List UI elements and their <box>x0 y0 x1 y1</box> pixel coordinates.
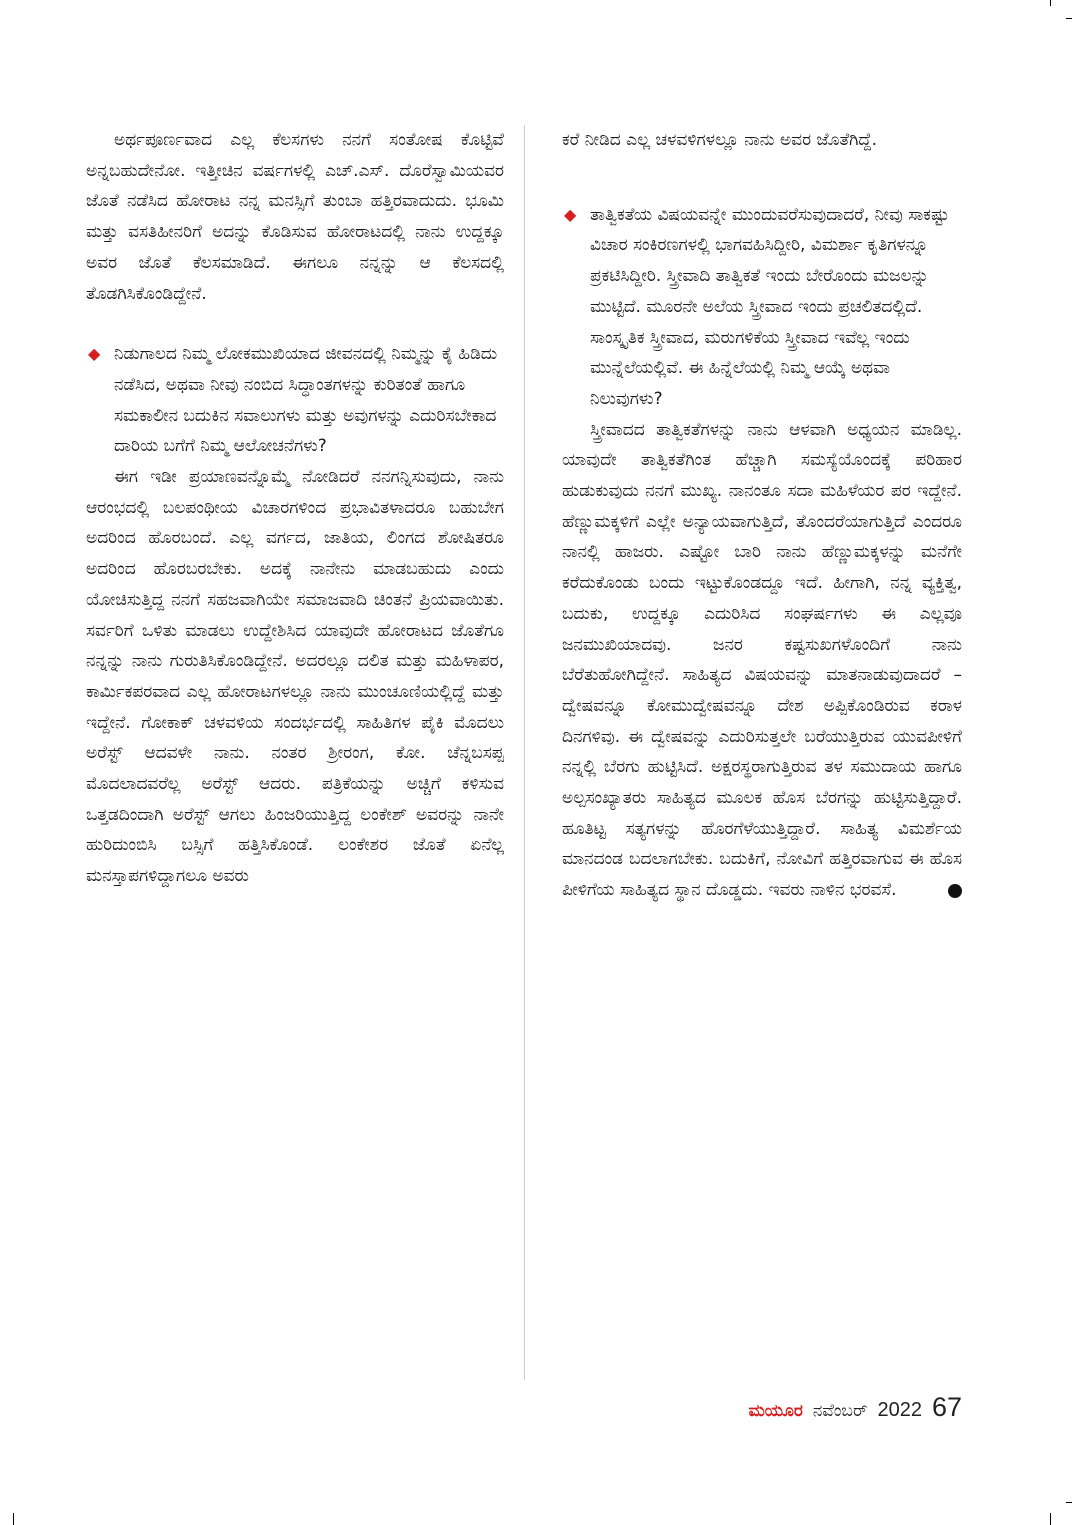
red-diamond-bullet-icon: ◆ <box>88 344 101 364</box>
paragraph <box>562 415 962 906</box>
crop-mark-right-lower <box>1066 1502 1072 1503</box>
left-column <box>86 125 504 892</box>
question <box>562 200 962 415</box>
paragraph-text: ಸ್ತ್ರೀವಾದದ ತಾತ್ವಿಕತೆಗಳನ್ನು ನಾನು ಆಳವಾಗಿ ಅಧ್ಯಯನ ಮಾಡಿಲ್ಲ. ಯಾವುದೇ ತಾತ್ವಿಕತೆಗಿಂತ ಹೆಚ್ಚಾಗಿ ಸಮಸ್ಯೆಯೊಂದಕ್ಕೆ ಪರಿಹಾರ ಹುಡುಕುವುದು ನನಗೆ ಮುಖ್ಯ. ನಾನಂತೂ ಸದಾ ಮಹಿಳೆಯರ ಪರ ಇದ್ದೇನೆ. ಹೆಣ್ಣುಮಕ್ಕಳಿಗೆ ಎಲ್ಲೇ ಅನ್ಯಾಯವಾಗುತ್ತಿದೆ, ತೊಂದರೆಯಾಗುತ್ತಿದೆ ಎಂದರೂ ನಾನಲ್ಲಿ ಹಾಜರು. ಎಷ್ಟೋ ಬಾರಿ ನಾನು ಹೆಣ್ಣುಮಕ್ಕಳನ್ನು ಮನೆಗೇ ಕರೆದುಕೊಂಡು ಬಂದು ಇಟ್ಟುಕೊಂಡದ್ದೂ ಇದೆ. ಹೀಗಾಗಿ, ನನ್ನ ವ್ಯಕ್ತಿತ್ವ, ಬದುಕು, ಉದ್ದಕ್ಕೂ ಎದುರಿಸಿದ ಸಂಘರ್ಷಗಳು ಈ ಎಲ್ಲವೂ ಜನಮುಖಿಯಾದವು. ಜನರ ಕಷ್ಟಸುಖಗಳೊಂದಿಗೆ ನಾನು ಬೆರೆತುಹೋಗಿದ್ದೇನೆ. ಸಾಹಿತ್ಯದ ವಿಷಯವನ್ನು ಮಾತನಾಡುವುದಾದರೆ – ದ್ವೇಷವನ್ನೂ ಕೋಮುದ್ವೇಷವನ್ನೂ ದೇಶ ಅಪ್ಪಿಕೊಂಡಿರುವ ಕರಾಳ ದಿನಗಳಿವು. ಈ ದ್ವೇಷವನ್ನು ಎದುರಿಸುತ್ತಲೇ ಬರೆಯುತ್ತಿರುವ ಯುವಪೀಳಿಗೆ ನನ್ನಲ್ಲಿ ಬೆರಗು ಹುಟ್ಟಿಸಿದೆ. ಅಕ್ಷರಸ್ಥರಾಗುತ್ತಿರುವ ತಳ ಸಮುದಾಯ ಹಾಗೂ ಅಲ್ಪಸಂಖ್ಯಾತರು ಸಾಹಿತ್ಯದ ಮೂಲಕ ಹೊಸ ಬೆರಗನ್ನು ಹುಟ್ಟಿಸುತ್ತಿದ್ದಾರೆ. ಹೂತಿಟ್ಟ ಸತ್ಯಗಳನ್ನು ಹೊರಗೆಳೆಯುತ್ತಿದ್ದಾರೆ. ಸಾಹಿತ್ಯ ವಿಮರ್ಶೆಯ ಮಾನದಂಡ ಬದಲಾಗಬೇಕು. ಬದುಕಿಗೆ, ನೋವಿಗೆ ಹತ್ತಿರವಾಗುವ ಈ ಹೊಸ ಪೀಳಿಗೆಯ ಸಾಹಿತ್ಯದ ಸ್ಥಾನ ದೊಡ್ಡದು. ಇವರು ನಾಳಿನ ಭರವಸೆ. <box>562 419 962 901</box>
crop-mark-right-upper <box>1066 18 1072 19</box>
issue-month: ನವೆಂಬರ್ <box>812 1401 868 1420</box>
crop-mark-bottom-right <box>1050 1513 1051 1525</box>
end-dot-icon <box>948 884 962 898</box>
column-divider <box>524 125 525 1380</box>
paragraph: ಈಗ ಇಡೀ ಪ್ರಯಾಣವನ್ನೊಮ್ಮೆ ನೋಡಿದರೆ ನನಗನ್ನಿಸುವುದು, ನಾನು ಆರಂಭದಲ್ಲಿ ಬಲಪಂಥೀಯ ವಿಚಾರಗಳಿಂದ ಪ್ರಭಾವಿತಳಾದರೂ ಬಹುಬೇಗ ಅದರಿಂದ ಹೊರಬಂದೆ. ಎಲ್ಲ ವರ್ಗದ, ಜಾತಿಯ, ಲಿಂಗದ ಶೋಷಿತರೂ ಅದರಿಂದ ಹೊರಬರಬೇಕು. ಅದಕ್ಕೆ ನಾನೇನು ಮಾಡಬಹುದು ಎಂದು ಯೋಚಿಸುತ್ತಿದ್ದ ನನಗೆ ಸಹಜವಾಗಿಯೇ ಸಮಾಜವಾದಿ ಚಿಂತನೆ ಪ್ರಿಯವಾಯಿತು. ಸರ್ವರಿಗೆ ಒಳಿತು ಮಾಡಲು ಉದ್ದೇಶಿಸಿದ ಯಾವುದೇ ಹೋರಾಟದ ಜೊತೆಗೂ ನನ್ನನ್ನು ನಾನು ಗುರುತಿಸಿಕೊಂಡಿದ್ದೇನೆ. ಅದರಲ್ಲೂ ದಲಿತ ಮತ್ತು ಮಹಿಳಾಪರ, ಕಾರ್ಮಿಕಪರವಾದ ಎಲ್ಲ ಹೋರಾಟಗಳಲ್ಲೂ ನಾನು ಮುಂಚೂಣಿಯಲ್ಲಿದ್ದೆ ಮತ್ತು ಇದ್ದೇನೆ. ಗೋಕಾಕ್ ಚಳವಳಿಯ ಸಂದರ್ಭದಲ್ಲಿ ಸಾಹಿತಿಗಳ ಪೈಕಿ ಮೊದಲು ಅರೆಸ್ಟ್ ಆದವಳೇ ನಾನು. ನಂತರ ಶ್ರೀರಂಗ, ಕೋ. ಚೆನ್ನಬಸಪ್ಪ ಮೊದಲಾದವರೆಲ್ಲ ಅರೆಸ್ಟ್ ಆದರು. ಪತ್ರಿಕೆಯನ್ನು ಅಚ್ಚಿಗೆ ಕಳಿಸುವ ಒತ್ತಡದಿಂದಾಗಿ ಅರೆಸ್ಟ್ ಆಗಲು ಹಿಂಜರಿಯುತ್ತಿದ್ದ ಲಂಕೇಶ್ ಅವರನ್ನು ನಾನೇ ಹುರಿದುಂಬಿಸಿ ಬಸ್ಸಿಗೆ ಹತ್ತಿಸಿಕೊಂಡೆ. ಲಂಕೇಶರ ಜೊತೆ ಏನೆಲ್ಲ ಮನಸ್ತಾಪಗಳಿದ್ದಾಗಲೂ ಅವರು <box>86 467 504 887</box>
magazine-name: ಮಯೂರ <box>748 1401 803 1420</box>
question-text: ನಿಡುಗಾಲದ ನಿಮ್ಮ ಲೋಕಮುಖಿಯಾದ ಜೀವನದಲ್ಲಿ ನಿಮ್ಮನ್ನು ಕೈ ಹಿಡಿದು ನಡೆಸಿದ, ಅಥವಾ ನೀವು ನಂಬಿದ ಸಿದ್ಧಾಂತಗಳನ್ನು ಕುರಿತಂತೆ ಹಾಗೂ ಸಮಕಾಲೀನ ಬದುಕಿನ ಸವಾಲುಗಳು ಮತ್ತು ಅವುಗಳನ್ನು ಎದುರಿಸಬೇಕಾದ ದಾರಿಯ ಬಗೆಗೆ ನಿಮ್ಮ ಆಲೋಚನೆಗಳು? <box>114 344 498 457</box>
page-footer <box>749 1392 962 1423</box>
right-column <box>562 125 962 906</box>
page-number: 67 <box>931 1392 962 1422</box>
question-text: ತಾತ್ವಿಕತೆಯ ವಿಷಯವನ್ನೇ ಮುಂದುವರೆಸುವುದಾದರೆ, ನೀವು ಸಾಕಷ್ಟು ವಿಚಾರ ಸಂಕಿರಣಗಳಲ್ಲಿ ಭಾಗವಹಿಸಿದ್ದೀರಿ, ವಿಮರ್ಶಾ ಕೃತಿಗಳನ್ನೂ ಪ್ರಕಟಿಸಿದ್ದೀರಿ. ಸ್ತ್ರೀವಾದಿ ತಾತ್ವಿಕತೆ ಇಂದು ಬೇರೊಂದು ಮಜಲನ್ನು ಮುಟ್ಟಿದೆ. ಮೂರನೇ ಅಲೆಯ ಸ್ತ್ರೀವಾದ ಇಂದು ಪ್ರಚಲಿತದಲ್ಲಿದೆ. ಸಾಂಸ್ಕೃತಿಕ ಸ್ತ್ರೀವಾದ, ಮರುಗಳಿಕೆಯ ಸ್ತ್ರೀವಾದ ಇವೆಲ್ಲ ಇಂದು ಮುನ್ನೆಲೆಯಲ್ಲಿವೆ. ಈ ಹಿನ್ನೆಲೆಯಲ್ಲಿ ನಿಮ್ಮ ಆಯ್ಕೆ ಅಥವಾ ನಿಲುವುಗಳು? <box>590 204 950 409</box>
crop-mark-bottom-left <box>13 1513 14 1525</box>
paragraph: ಅರ್ಥಪೂರ್ಣವಾದ ಎಲ್ಲ ಕೆಲಸಗಳು ನನಗೆ ಸಂತೋಷ ಕೊಟ್ಟಿವೆ ಅನ್ನಬಹುದೇನೋ. ಇತ್ತೀಚಿನ ವರ್ಷಗಳಲ್ಲಿ ಎಚ್.ಎಸ್. ದೊರೆಸ್ವಾಮಿಯವರ ಜೊತೆ ನಡೆಸಿದ ಹೋರಾಟ ನನ್ನ ಮನಸ್ಸಿಗೆ ತುಂಬಾ ಹತ್ತಿರವಾದುದು. ಭೂಮಿ ಮತ್ತು ವಸತಿಹೀನರಿಗೆ ಅದನ್ನು ಕೊಡಿಸುವ ಹೋರಾಟದಲ್ಲಿ ನಾನು ಉದ್ದಕ್ಕೂ ಅವರ ಜೊತೆ ಕೆಲಸಮಾಡಿದೆ. ಈಗಲೂ ನನ್ನನ್ನು ಆ ಕೆಲಸದಲ್ಲಿ ತೊಡಗಿಸಿಕೊಂಡಿದ್ದೇನೆ. <box>86 130 504 304</box>
red-diamond-bullet-icon: ◆ <box>564 204 577 224</box>
question <box>86 339 504 462</box>
issue-year: 2022 <box>877 1399 922 1421</box>
crop-mark-top-right <box>1050 0 1051 6</box>
paragraph: ಕರೆ ನೀಡಿದ ಎಲ್ಲ ಚಳವಳಿಗಳಲ್ಲೂ ನಾನು ಅವರ ಜೊತೆಗಿದ್ದೆ. <box>562 130 878 150</box>
